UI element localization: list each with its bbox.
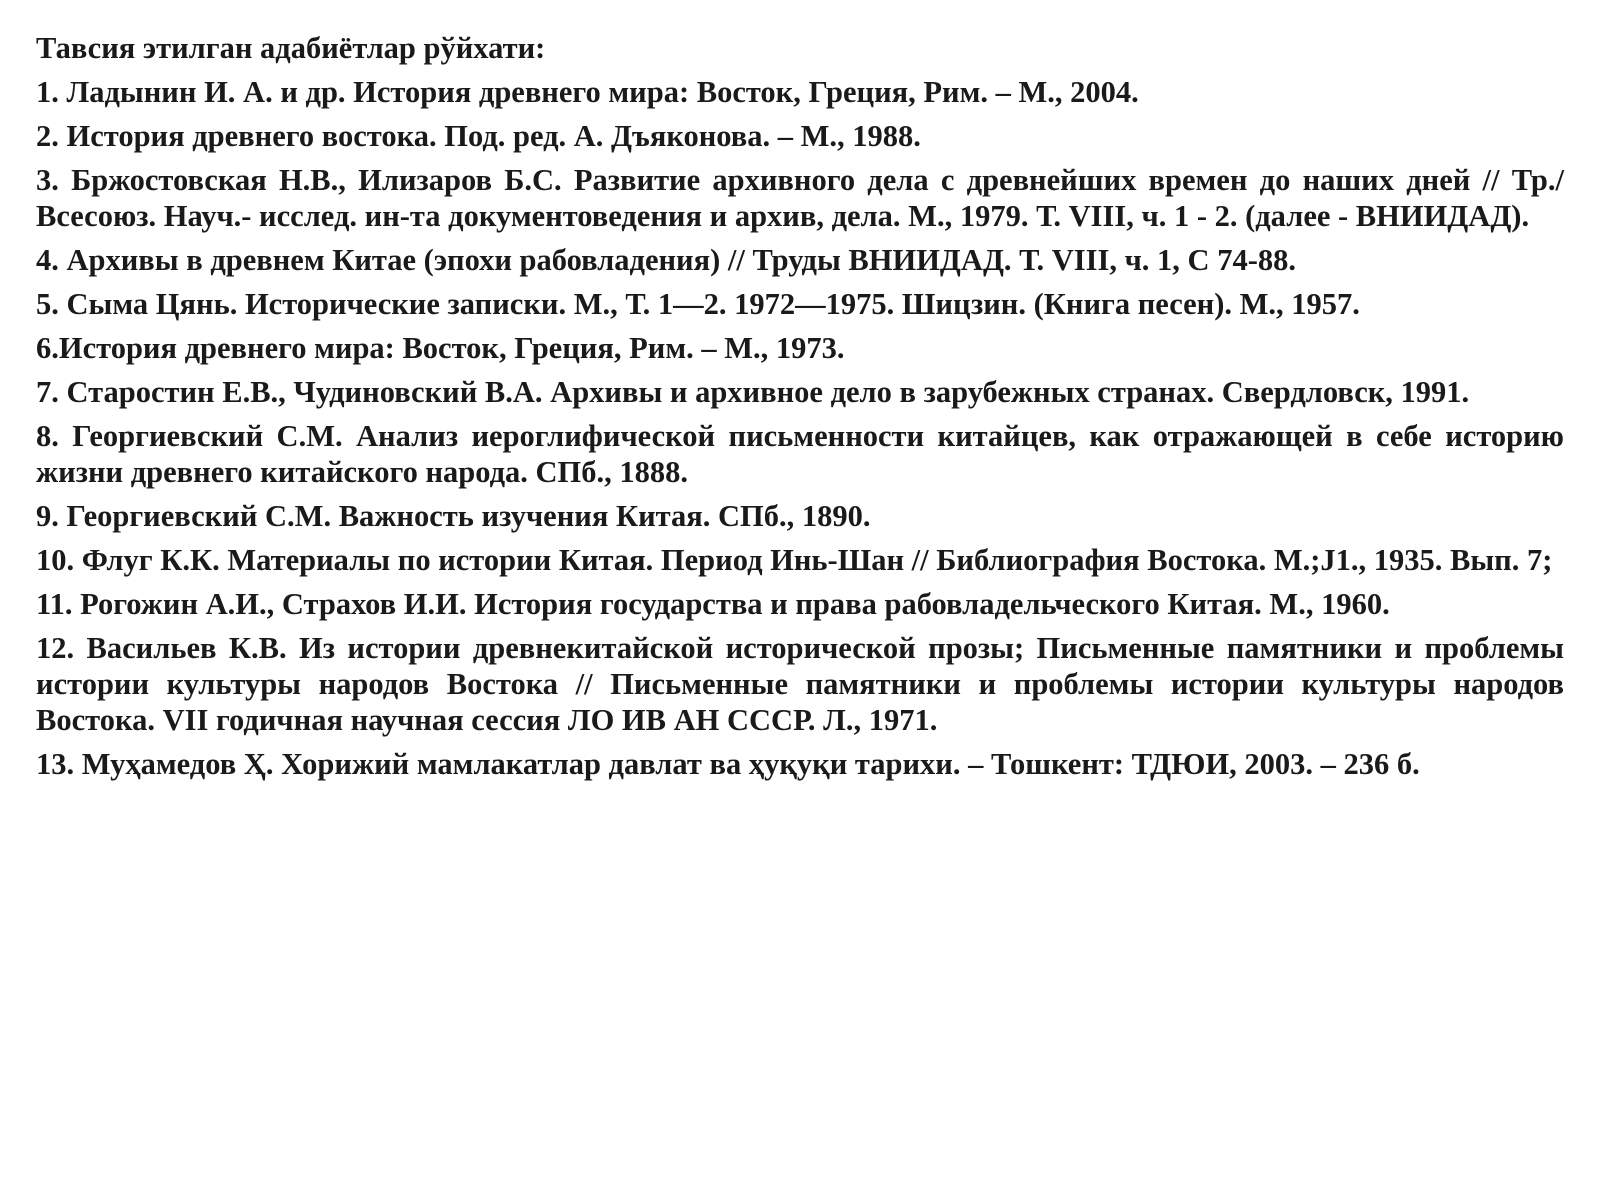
- reference-item-8: 8. Георгиевский С.М. Анализ иероглифической письменности китайцев, как отражающей в себе историю жизни древнего китайского народа. СПб., 1888.: [36, 419, 1564, 489]
- reference-item-13: 13. Муҳамедов Ҳ. Хорижий мамлакатлар давлат ва ҳуқуқи тарихи. – Тошкент: ТДЮИ, 2003. – 236 б.: [36, 747, 1420, 781]
- reference-item-11: 11. Рогожин А.И., Страхов И.И. История государства и права рабовладельческого Китая. М., 1960.: [36, 587, 1390, 621]
- reference-item-7: 7. Старостин Е.В., Чудиновский В.А. Архивы и архивное дело в зарубежных странах. Свердловск, 1991.: [36, 375, 1470, 409]
- reference-item-10: 10. Флуг К.К. Материалы по истории Китая. Период Инь-Шан // Библиография Востока. М.;J1., 1935. Вып. 7;: [36, 543, 1553, 577]
- reference-item-9: 9. Георгиевский С.М. Важность изучения Китая. СПб., 1890.: [36, 499, 871, 533]
- reference-item-4: 4. Архивы в древнем Китае (эпохи рабовладения) // Труды ВНИИДАД. Т. VIII, ч. 1, С 74-88.: [36, 243, 1296, 277]
- reference-item-3: 3. Бржостовская Н.В., Илизаров Б.С. Развитие архивного дела с древнейших времен до наших дней // Тр./ Всесоюз. Науч.- исслед. ин-та документоведения и архив, дела. М., 1979. Т. VIII, ч. 1 - 2. (далее - ВНИИДАД).: [36, 163, 1564, 233]
- reference-item-6: 6.История древнего мира: Восток, Греция, Рим. – М., 1973.: [36, 331, 845, 365]
- reference-item-12: 12. Васильев К.В. Из истории древнекитайской исторической прозы; Письменные памятники и проблемы истории культуры народов Востока // Письменные памятники и проблемы истории культуры народов Востока. VII годичная научная сессия ЛО ИВ АН СССР. Л., 1971.: [36, 631, 1564, 737]
- reference-item-5: 5. Сыма Цянь. Исторические записки. М., Т. 1—2. 1972—1975. Шицзин. (Книга песен). М., 1957.: [36, 287, 1360, 321]
- reference-item-2: 2. История древнего востока. Под. ред. А. Дъяконова. – М., 1988.: [36, 119, 921, 153]
- reference-list: [36, 74, 1564, 782]
- slide-content: [36, 30, 1564, 790]
- reference-item-1: 1. Ладынин И. А. и др. История древнего мира: Восток, Греция, Рим. – М., 2004.: [36, 75, 1139, 109]
- page-title: Тавсия этилган адабиётлар рўйхати:: [36, 31, 546, 65]
